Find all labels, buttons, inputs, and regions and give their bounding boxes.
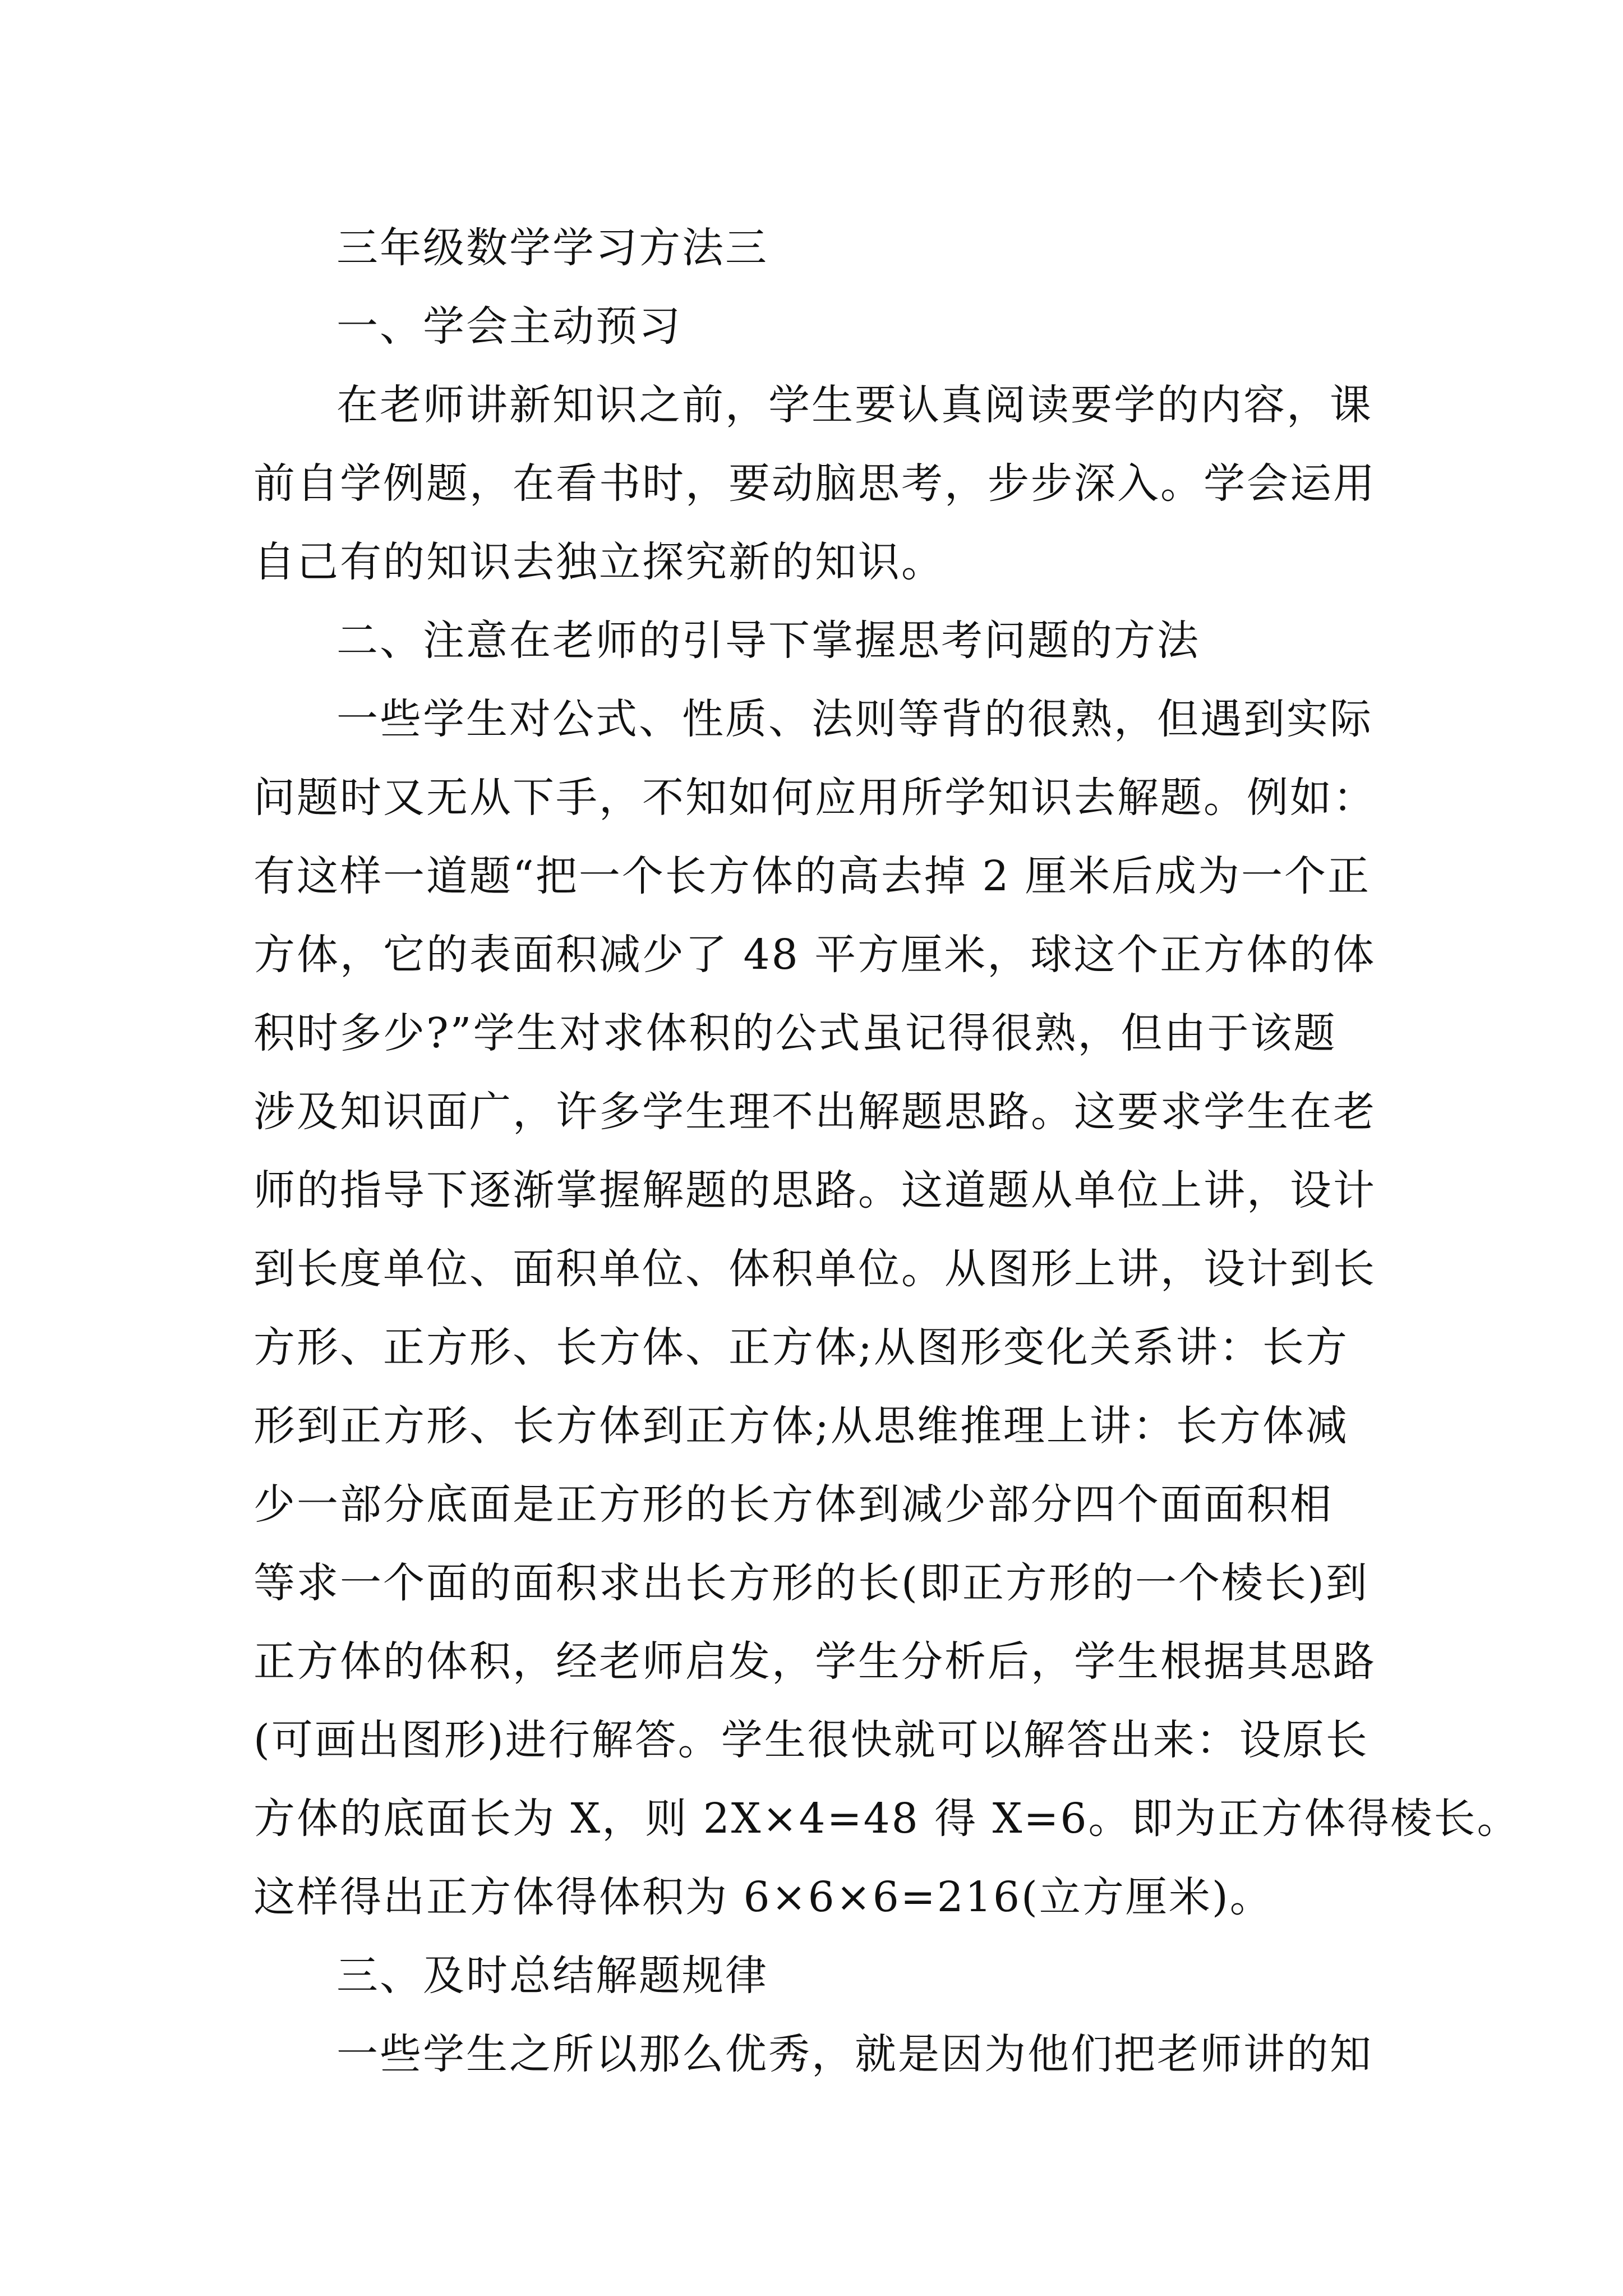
document-body [253, 209, 1520, 2093]
section-1-line: 在老师讲新知识之前，学生要认真阅读要学的内容，课 [336, 381, 1373, 429]
section-2-line: 正方体的体积，经老师启发，学生分析后，学生根据其思路 [253, 1637, 1376, 1686]
section-2-line: 有这样一道题“把一个长方体的高去掉 2 厘米后成为一个正 [253, 852, 1371, 900]
section-2-line: 方体的底面长为 X，则 2X×4=48 得 X=6。即为正方体得棱长。 [253, 1795, 1520, 1843]
section-2-line: 少一部分底面是正方形的长方体到减少部分四个面面积相 [253, 1480, 1333, 1529]
section-1-line: 自己有的知识去独立探究新的知识。 [253, 538, 944, 586]
section-2-line: 到长度单位、面积单位、体积单位。从图形上讲，设计到长 [253, 1245, 1376, 1293]
document-title: 三年级数学学习方法三 [336, 224, 768, 272]
section-2-line: 一些学生对公式、性质、法则等背的很熟，但遇到实际 [336, 695, 1373, 743]
section-2-heading: 二、注意在老师的引导下掌握思考问题的方法 [336, 616, 1200, 665]
section-3-heading: 三、及时总结解题规律 [336, 1952, 768, 2000]
section-2-line: 方形、正方形、长方体、正方体;从图形变化关系讲：长方 [253, 1323, 1349, 1372]
section-2-line: 涉及知识面广，许多学生理不出解题思路。这要求学生在老 [253, 1088, 1376, 1136]
section-2-line: 形到正方形、长方体到正方体;从思维推理上讲：长方体减 [253, 1402, 1349, 1450]
section-2-line: 积时多少?”学生对求体积的公式虽记得很熟，但由于该题 [253, 1009, 1337, 1057]
section-2-line: 师的指导下逐渐掌握解题的思路。这道题从单位上讲，设计 [253, 1166, 1376, 1214]
section-1-line: 前自学例题，在看书时，要动脑思考，步步深入。学会运用 [253, 459, 1376, 508]
section-2-line: 问题时又无从下手，不知如何应用所学知识去解题。例如： [253, 774, 1376, 822]
section-2-line: 等求一个面的面积求出长方形的长(即正方形的一个棱长)到 [253, 1559, 1369, 1607]
section-1-heading: 一、学会主动预习 [336, 302, 682, 351]
section-3-line: 一些学生之所以那么优秀，就是因为他们把老师讲的知 [336, 2030, 1373, 2078]
section-2-line: 方体，它的表面积减少了 48 平方厘米，球这个正方体的体 [253, 931, 1376, 979]
section-2-line: 这样得出正方体得体积为 6×6×6=216(立方厘米)。 [253, 1873, 1273, 1921]
section-2-line: (可画出图形)进行解答。学生很快就可以解答出来：设原长 [253, 1716, 1369, 1764]
